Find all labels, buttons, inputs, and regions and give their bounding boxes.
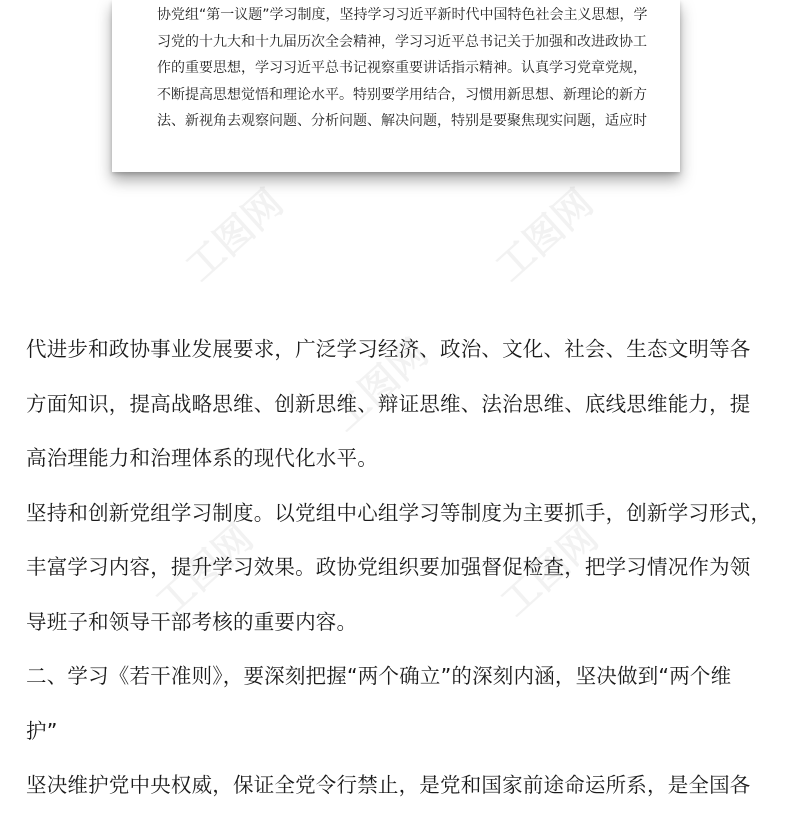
- preview-line: 不断提高思想觉悟和理论水平。特别要学用结合，习惯用新思想、新理论的新方: [157, 86, 647, 103]
- preview-line: 作的重要思想，学习习近平总书记视察重要讲话指示精神。认真学习党章党规，: [157, 60, 647, 76]
- section-heading: 二、学习《若干准则》，要深刻把握“两个确立”的深刻内涵，坚决做到“两个维: [26, 664, 732, 688]
- watermark: 工图网: [322, 330, 437, 440]
- body-line: 方面知识，提高战略思维、创新思维、辩证思维、法治思维、底线思维能力，提: [26, 391, 751, 416]
- preview-line: 法、新视角去观察问题、分析问题、解决问题，特别是要聚焦现实问题，适应时: [157, 113, 647, 129]
- watermark: 工图网: [487, 180, 602, 290]
- watermark: 工图网: [177, 180, 292, 290]
- body-line: 高治理能力和治理体系的现代化水平。: [26, 446, 378, 470]
- body-line: 坚决维护党中央权威，保证全党令行禁止，是党和国家前途命运所系，是全国各: [26, 773, 751, 797]
- body-line: 丰富学习内容，提升学习效果。政协党组织要加强督促检查，把学习情况作为领: [26, 555, 751, 579]
- watermark: 工图网: [147, 515, 262, 625]
- document-preview-card: [112, 0, 680, 172]
- body-line: 导班子和领导干部考核的重要内容。: [26, 609, 358, 634]
- section-heading: 护”: [26, 718, 58, 743]
- body-line: 坚持和创新党组学习制度。以党组中心组学习等制度为主要抓手，创新学习形式，: [26, 500, 772, 525]
- document-body: [26, 322, 786, 813]
- preview-line: 习党的十九大和十九届历次全会精神，学习习近平总书记关于加强和改进政协工: [157, 33, 647, 50]
- preview-paragraph: [157, 2, 677, 135]
- body-line: 代进步和政协事业发展要求，广泛学习经济、政治、文化、社会、生态文明等各: [26, 337, 751, 361]
- watermark: 工图网: [492, 515, 607, 625]
- preview-line: 协党组“第一议题”学习制度，坚持学习习近平新时代中国特色社会主义思想，学: [157, 7, 648, 23]
